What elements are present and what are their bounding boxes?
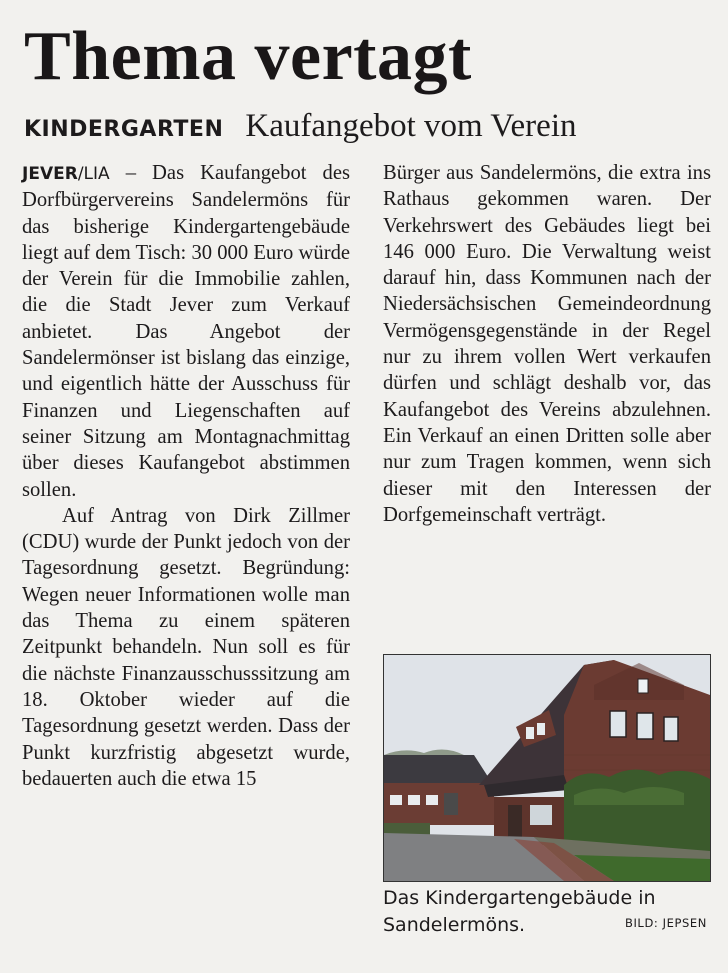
subhead: Kaufangebot vom Verein	[245, 108, 577, 144]
headline: Thema vertagt	[24, 18, 472, 95]
kindergarten-building-photo	[383, 654, 711, 882]
dateline	[22, 164, 110, 184]
photo-caption-block	[383, 885, 713, 939]
dateline-author: /LIA	[77, 164, 110, 184]
paragraph-2: Auf Antrag von Dirk Zillmer (CDU) wurde der Punkt jedoch von der Tagesordnung gesetzt. Begründung: Wegen neuer Informationen wolle man das Thema zu einem späteren Zeitpunkt behandeln. Nun soll es für die nächste Finanzausschusssitzung am 18. Oktober wieder auf die Tagesordnung gesetzt werden. Dass der Punkt kurzfristig abgesetzt wurde, bedauerten auch die etwa 15	[22, 504, 350, 790]
kicker: KINDERGARTEN	[24, 117, 224, 142]
paragraph-1	[22, 160, 350, 503]
paragraph-1-text: – Das Kaufangebot des Dorfbürgervereins Sandelermöns für das bisherige Kindergartengebäude liegt auf dem Tisch: 30 000 Euro würde der Verein für die Immobilie zahlen, die die Stadt Jever zum Verkauf anbietet. Das Angebot der Sandelermönser ist bislang das einzige, und eigentlich hätte der Ausschuss für Finanzen und Liegenschaften auf seiner Sitzung am Montagnachmittag über dieses Kaufangebot abstimmen sollen.	[22, 162, 350, 501]
photo-caption: Das Kindergartengebäude in Sandelermöns.	[383, 887, 656, 936]
paragraph-3: Bürger aus Sandelermöns, die extra ins Rathaus gekommen waren. Der Verkehrswert des Gebäudes liegt bei 146 000 Euro. Die Verwaltung weist darauf hin, dass Kommunen nach der Niedersächsischen Gemeindeordnung Vermögensgegenstände in der Regel nur zu ihrem vollen Wert verkaufen dürfen und schlägt deshalb vor, das Kaufangebot des Vereins abzulehnen. Ein Verkauf an einen Dritten solle aber nur zum Tragen kommen, wenn sich dieser mit den Interessen der Dorfgemeinschaft verträgt.	[383, 162, 711, 526]
photo-credit: BILD: JEPSEN	[624, 916, 707, 930]
article-column-2	[383, 160, 711, 528]
kicker-row	[24, 108, 714, 150]
dateline-place: JEVER	[22, 164, 78, 184]
article-column-1	[22, 160, 350, 792]
building-photo-illustration	[384, 655, 710, 881]
